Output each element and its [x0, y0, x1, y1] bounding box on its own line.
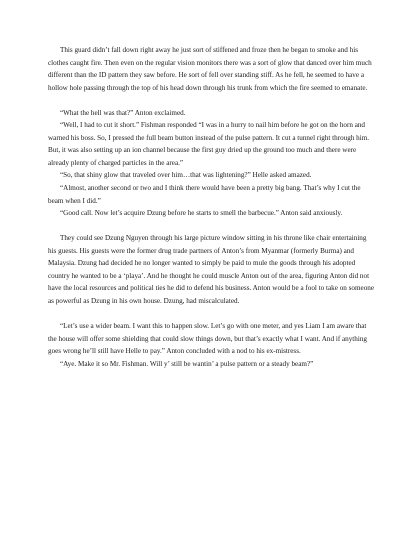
paragraph-spacer	[48, 94, 374, 107]
paragraph-aye: “Aye. Make it so Mr. Fishman. Will y’ still be wantin’ a pulse pattern or a steady beam?”	[60, 359, 314, 368]
paragraph-guard-falls: This guard didn’t fall down right away he just sort of stiffened and froze then he began to smoke and his clothes caught fire. Then even on the regular vision monitors there was a sort of glow that danced over him much different than the ID pattern they saw before. He sort of fell over standing stiff. As he fell, he seemed to have a hollow hole passing through the top of his head down through his trunk from which the fire seemed to emanate.	[48, 46, 372, 92]
paragraph-good-call: “Good call. Now let’s acquire Dzung before he starts to smell the barbecue.” Anton said anxiously.	[60, 209, 343, 218]
paragraph-wider-beam: “Let’s use a wider beam. I want this to happen slow. Let’s go with one meter, and yes Liam I am aware that the house will offer some shielding that could slow things down, but that’s exactly what I want. And if anything goes wrong he’ll still have Helle to pay.” Anton concluded with a nod to his ex-mistress.	[48, 322, 367, 356]
document-body	[48, 44, 374, 370]
paragraph-dzung-window: They could see Dzung Nguyen through his large picture window sitting in his throne like chair entertaining his guests. His guests were the former drug trade partners of Anton’s from Myanmar (formerly Burma) and Malaysia. Dzung had decided he no longer wanted to simply be paid to mule the goods through his adopted country he wanted to be a ‘playa’. And he thought he could muscle Anton out of the area, figuring Anton did not have the local resources and political ties he did to defend his business. Anton would be a fool to take on someone as powerful as Dzung in his own house. Dzung, had miscalculated.	[48, 234, 375, 305]
paragraph-anton-exclaims: “What the hell was that?” Anton exclaimed.	[60, 108, 186, 117]
paragraph-almost: “Almost, another second or two and I think there would have been a pretty big bang. That’s why I cut the beam when I did.”	[48, 184, 361, 205]
paragraph-spacer	[48, 220, 374, 233]
paragraph-fishman-responds: “Well, I had to cut it short.” Fishman responded “I was in a hurry to nail him before he got on the horn and warned his boss. So, I pressed the full beam button instead of the pulse pattern. It cut a tunnel right through him. But, it was also setting up an ion channel because the first guy dried up the ground too much and there were already plenty of charged particles in the area.”	[48, 121, 370, 167]
paragraph-helle-asks: “So, that shiny glow that traveled over him…that was lightening?” Helle asked amazed.	[60, 171, 312, 180]
paragraph-spacer	[48, 307, 374, 320]
